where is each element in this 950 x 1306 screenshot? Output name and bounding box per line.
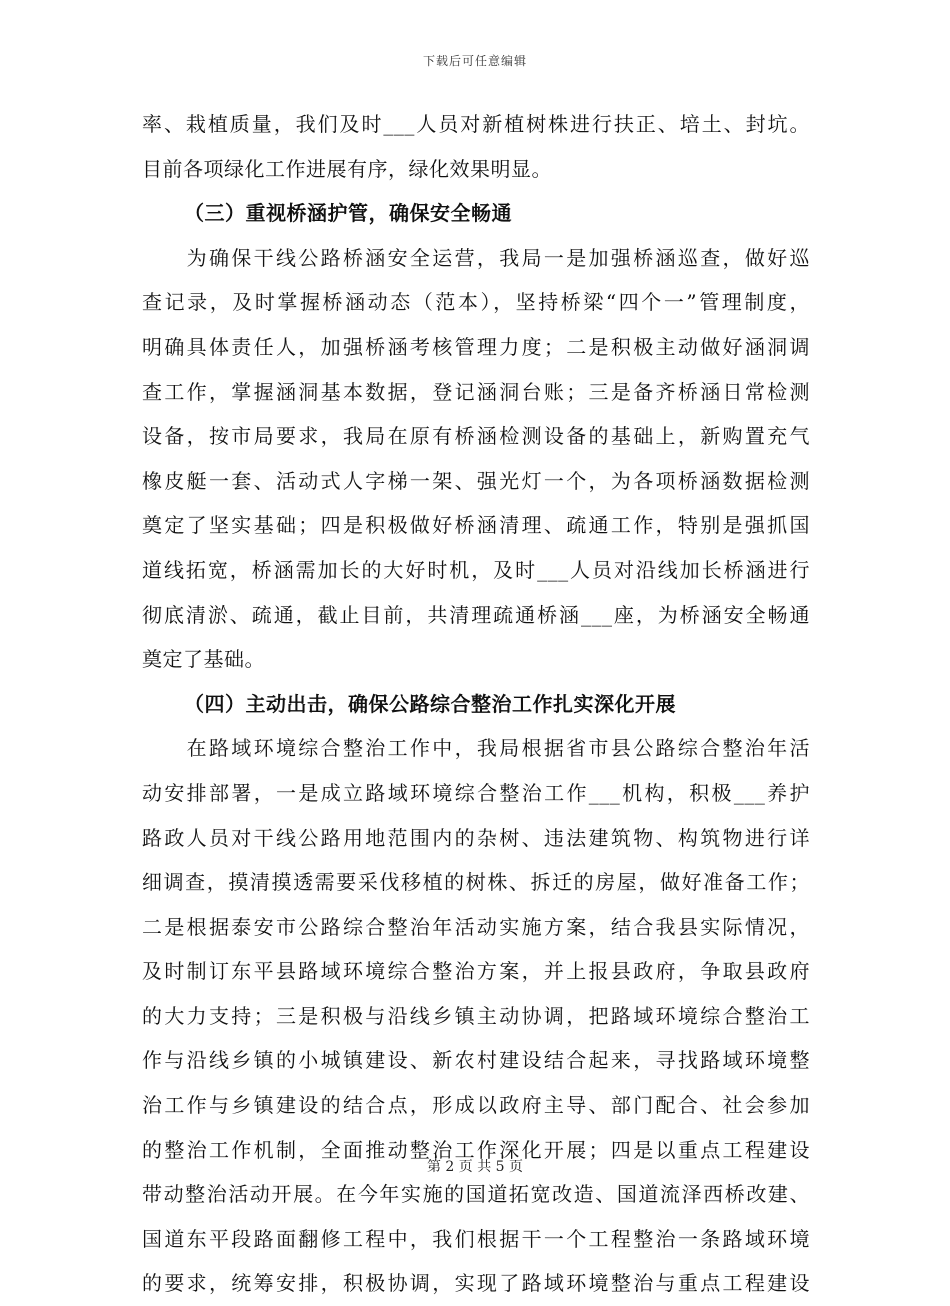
body-line: 治工作与乡镇建设的结合点，形成以政府主导、部门配合、社会参加 [142, 1093, 810, 1118]
body-line: 作与沿线乡镇的小城镇建设、新农村建设结合起来，寻找路域环境整 [142, 1048, 810, 1073]
body-line: 路政人员对干线公路用地范围内的杂树、违法建筑物、构筑物进行详 [142, 825, 810, 850]
section-heading-3: （三）重视桥涵护管，确保安全畅通 [184, 201, 512, 226]
body-line: 的整治工作机制，全面推动整治工作深化开展；四是以重点工程建设 [142, 1137, 810, 1162]
body-line: 为确保干线公路桥涵安全运营，我局一是加强桥涵巡查，做好巡 [142, 245, 810, 270]
body-line: 的要求，统筹安排，积极协调，实现了路域环境整治与重点工程建设 [142, 1271, 810, 1296]
body-line: 查工作，掌握涵洞基本数据，登记涵洞台账；三是备齐桥涵日常检测 [142, 379, 810, 404]
body-line: 橡皮艇一套、活动式人字梯一架、强光灯一个，为各项桥涵数据检测 [142, 468, 810, 493]
body-line: 在路域环境综合整治工作中，我局根据省市县公路综合整治年活 [142, 736, 810, 761]
document-body [142, 102, 810, 1306]
page-header-note: 下载后可任意编辑 [422, 54, 527, 68]
body-line: 的大力支持；三是积极与沿线乡镇主动协调，把路域环境综合整治工 [142, 1003, 810, 1028]
body-line: 二是根据泰安市公路综合整治年活动实施方案，结合我县实际情况， [142, 914, 810, 939]
body-line: 细调查，摸清摸透需要采伐移植的树株、拆迁的房屋，做好准备工作； [142, 870, 810, 895]
body-line: 及时制订东平县路域环境综合整治方案，并上报县政府，争取县政府 [142, 959, 810, 984]
section-heading-4: （四）主动出击，确保公路综合整治工作扎实深化开展 [184, 691, 676, 716]
body-line: 奠定了基础。 [142, 647, 265, 672]
body-line: 国道东平段路面翻修工程中，我们根据干一个工程整治一条路域环境 [142, 1226, 810, 1251]
body-line: 道线拓宽，桥涵需加长的大好时机，及时___人员对沿线加长桥涵进行 [142, 557, 810, 582]
body-line: 带动整治活动开展。在今年实施的国道拓宽改造、国道流泽西桥改建、 [142, 1182, 810, 1207]
body-line: 彻底清淤、疏通，截止目前，共清理疏通桥涵___座，为桥涵安全畅通 [142, 602, 810, 627]
body-line: 目前各项绿化工作进展有序，绿化效果明显。 [142, 156, 552, 181]
body-line: 明确具体责任人，加强桥涵考核管理力度；二是积极主动做好涵洞调 [142, 334, 810, 359]
page-number-footer: 第 2 页 共 5 页 [426, 1159, 524, 1175]
body-line: 率、栽植质量，我们及时___人员对新植树株进行扶正、培土、封坑。 [142, 112, 810, 136]
body-line: 动安排部署，一是成立路域环境综合整治工作___机构，积极___养护 [142, 780, 810, 805]
body-line: 查记录，及时掌握桥涵动态（范本），坚持桥梁“四个一”管理制度， [142, 290, 810, 315]
body-line: 设备，按市局要求，我局在原有桥涵检测设备的基础上，新购置充气 [142, 424, 810, 449]
body-line: 奠定了坚实基础；四是积极做好桥涵清理、疏通工作，特别是强抓国 [142, 513, 810, 538]
